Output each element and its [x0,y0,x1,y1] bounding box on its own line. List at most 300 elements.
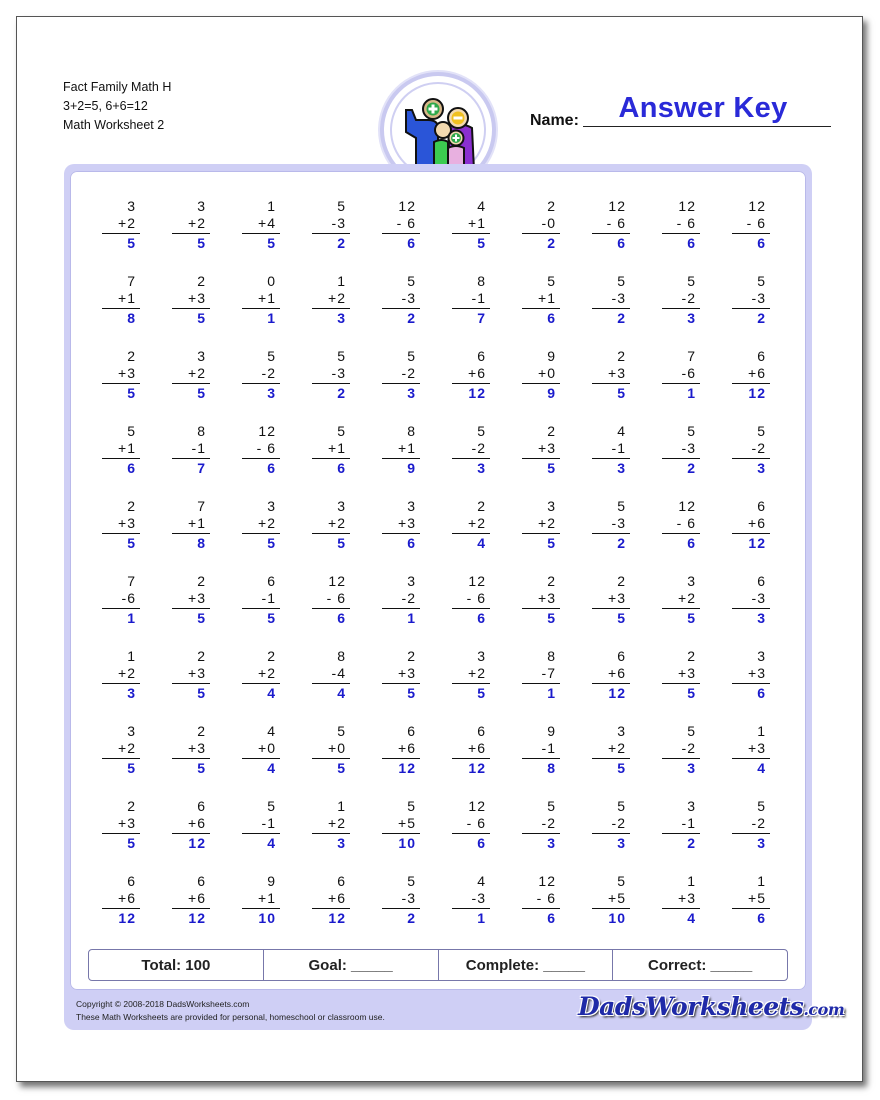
problem-top-number: 12 [468,573,486,589]
problem-top-number: 4 [477,873,486,889]
problem [520,348,560,410]
problem-answer: 12 [748,535,766,551]
problem-top-number: 6 [477,348,486,364]
problem-answer: 4 [757,760,766,776]
problem-answer: 5 [197,685,206,701]
problem-operand: +2 [468,665,486,681]
problem [170,873,210,935]
problem-answer: 5 [547,535,556,551]
problem [520,198,560,260]
problem-rule [172,233,210,234]
problem-top-number: 0 [267,273,276,289]
problem-rule [242,458,280,459]
problem-rule [662,233,700,234]
problem-answer: 5 [127,235,136,251]
problem [730,423,770,485]
problem-answer: 2 [407,910,416,926]
problem-answer: 4 [267,760,276,776]
problem [520,573,560,635]
problem [590,423,630,485]
problem-top-number: 9 [547,723,556,739]
problem-operand: +3 [748,665,766,681]
problem-top-number: 12 [538,873,556,889]
problem-operand: +6 [398,740,416,756]
problem-rule [382,608,420,609]
problem-rule [732,908,770,909]
problem-answer: 6 [547,310,556,326]
problem-rule [592,533,630,534]
problem-top-number: 8 [407,423,416,439]
problem-operand: -2 [541,815,556,831]
problem [310,723,350,785]
problem-operand: +4 [258,215,276,231]
problem-answer: 6 [757,685,766,701]
problem-answer: 5 [687,610,696,626]
problems-grid [70,171,806,990]
problem-answer: 10 [258,910,276,926]
problem-top-number: 6 [127,873,136,889]
problem-answer: 6 [547,910,556,926]
problem [520,423,560,485]
problem-answer: 5 [197,385,206,401]
problem-top-number: 2 [547,198,556,214]
problem-answer: 4 [687,910,696,926]
problem-operand: +2 [188,215,206,231]
problem-top-number: 12 [678,498,696,514]
worksheet-info [63,78,171,135]
score-bar [88,949,788,981]
problem [590,573,630,635]
problem-top-number: 3 [617,723,626,739]
problem-operand: +3 [538,440,556,456]
problem-top-number: 5 [337,198,346,214]
problem-answer: 3 [687,310,696,326]
problem [310,573,350,635]
problem-rule [732,758,770,759]
problem-operand: -7 [541,665,556,681]
problem-top-number: 6 [197,798,206,814]
problem-answer: 2 [757,310,766,326]
problem-rule [452,233,490,234]
problem-operand: -3 [471,890,486,906]
problem-answer: 6 [757,235,766,251]
problem [590,873,630,935]
problem-answer: 5 [267,235,276,251]
problem-answer: 12 [188,910,206,926]
problem-rule [522,233,560,234]
problem-answer: 8 [127,310,136,326]
problem-answer: 6 [687,535,696,551]
problem-operand: +0 [538,365,556,381]
problem-operand: +1 [328,440,346,456]
problem-answer: 3 [617,460,626,476]
brand-suffix: .com [803,1000,845,1019]
problem-rule [522,533,560,534]
problem-answer: 12 [468,385,486,401]
problem-operand: +1 [398,440,416,456]
problem-answer: 7 [197,460,206,476]
problem-answer: 5 [407,685,416,701]
problem-rule [242,233,280,234]
problem-operand: +0 [328,740,346,756]
problem-answer: 5 [687,685,696,701]
problem-operand: +2 [118,215,136,231]
problem-rule [732,383,770,384]
problem [660,648,700,710]
problem-operand: +6 [118,890,136,906]
problem-answer: 1 [547,685,556,701]
problem-top-number: 8 [547,648,556,664]
problem-rule [522,608,560,609]
problem-rule [172,908,210,909]
problem-operand: -2 [401,590,416,606]
problem-operand: -3 [611,515,626,531]
problem-top-number: 2 [197,573,206,589]
problem [380,273,420,335]
problem-operand: +5 [608,890,626,906]
problem-operand: - 6 [676,515,696,531]
problem-answer: 3 [127,685,136,701]
problem-top-number: 5 [617,873,626,889]
problem-answer: 3 [617,835,626,851]
problem-top-number: 1 [127,648,136,664]
problem-operand: -3 [751,290,766,306]
problem-operand: +2 [328,290,346,306]
problem [170,198,210,260]
problem-top-number: 2 [127,348,136,364]
problem-rule [172,458,210,459]
problem-rule [382,833,420,834]
problem-rule [102,383,140,384]
problem-rule [452,533,490,534]
problem-rule [522,458,560,459]
problem-rule [172,533,210,534]
problem-rule [172,608,210,609]
problem-rule [452,908,490,909]
problem-top-number: 12 [258,423,276,439]
problem-operand: - 6 [326,590,346,606]
problem-answer: 5 [267,610,276,626]
problem-operand: +3 [118,515,136,531]
problem-rule [242,608,280,609]
problem-operand: +2 [118,665,136,681]
problem [100,198,140,260]
problem-answer: 2 [547,235,556,251]
problem-operand: +3 [398,665,416,681]
problem-operand: +2 [328,515,346,531]
problem-top-number: 12 [398,198,416,214]
problem-rule [312,533,350,534]
problem [730,198,770,260]
problem-top-number: 3 [547,498,556,514]
problem-top-number: 2 [127,798,136,814]
problem-top-number: 5 [337,423,346,439]
problem-rule [732,683,770,684]
problem-top-number: 5 [477,423,486,439]
problem-rule [732,608,770,609]
problem-answer: 5 [337,760,346,776]
problem-rule [662,683,700,684]
problem-answer: 3 [757,610,766,626]
problem [450,723,490,785]
problem [100,273,140,335]
problem-rule [732,533,770,534]
problem-rule [452,608,490,609]
problem [100,498,140,560]
problem-rule [242,908,280,909]
problem-answer: 2 [337,235,346,251]
problem [660,498,700,560]
problem-operand: +3 [188,290,206,306]
problem-top-number: 2 [617,573,626,589]
problem-operand: -3 [331,365,346,381]
problem-operand: - 6 [466,590,486,606]
problem-top-number: 4 [477,198,486,214]
problem-answer: 3 [477,460,486,476]
problem-operand: +6 [188,815,206,831]
problem-top-number: 12 [608,198,626,214]
problem [660,723,700,785]
problem [100,873,140,935]
problem [730,273,770,335]
problem-rule [732,308,770,309]
problem-top-number: 12 [678,198,696,214]
worksheet-title: Fact Family Math H [63,80,172,94]
problem-answer: 7 [477,310,486,326]
problem [380,198,420,260]
problem-rule [662,308,700,309]
problem-rule [452,683,490,684]
problem-rule [382,458,420,459]
worksheet-subtitle: 3+2=5, 6+6=12 [63,99,148,113]
problem-operand: +1 [538,290,556,306]
problem-top-number: 5 [267,798,276,814]
problem-answer: 5 [617,385,626,401]
problem [380,723,420,785]
problem-answer: 3 [267,385,276,401]
problem-top-number: 2 [407,648,416,664]
problem-top-number: 4 [617,423,626,439]
problem-operand: +1 [188,515,206,531]
problem-top-number: 5 [407,873,416,889]
problem-operand: -1 [261,590,276,606]
problem-operand: -2 [401,365,416,381]
problem [660,348,700,410]
problem-answer: 12 [608,685,626,701]
problem-top-number: 2 [617,348,626,364]
problem-operand: +6 [748,365,766,381]
problem-top-number: 3 [127,723,136,739]
problem-answer: 12 [748,385,766,401]
problem-operand: -3 [331,215,346,231]
problem-answer: 10 [608,910,626,926]
problem-operand: +6 [608,665,626,681]
problem-top-number: 3 [687,573,696,589]
problem-top-number: 2 [197,648,206,664]
problem-top-number: 6 [477,723,486,739]
problem-operand: - 6 [606,215,626,231]
problem-rule [102,533,140,534]
problem-answer: 5 [267,535,276,551]
problem-top-number: 7 [197,498,206,514]
problem-operand: - 6 [466,815,486,831]
problem-answer: 5 [197,760,206,776]
problem [170,498,210,560]
problem-top-number: 5 [757,423,766,439]
problem [240,348,280,410]
problem [660,423,700,485]
problem-answer: 6 [617,235,626,251]
problem-rule [592,233,630,234]
problem-rule [662,833,700,834]
problem [380,573,420,635]
problem [450,348,490,410]
problem-top-number: 5 [617,273,626,289]
problem-answer: 12 [398,760,416,776]
problem-operand: - 6 [396,215,416,231]
fact-family-icon [398,92,482,172]
problem-rule [522,683,560,684]
problem-operand: -2 [681,740,696,756]
problem-top-number: 1 [337,798,346,814]
problem-top-number: 5 [687,423,696,439]
problem [170,348,210,410]
problem-top-number: 2 [197,273,206,289]
problem [660,873,700,935]
problem-operand: -6 [681,365,696,381]
problem [660,273,700,335]
problem-operand: +3 [608,590,626,606]
problem-top-number: 3 [407,498,416,514]
problem-rule [732,233,770,234]
problem-answer: 5 [617,760,626,776]
problem [310,273,350,335]
problem-rule [522,383,560,384]
problem-rule [242,533,280,534]
problem-rule [592,683,630,684]
problem [520,498,560,560]
problem-top-number: 6 [197,873,206,889]
problem-rule [312,458,350,459]
problem-top-number: 7 [127,273,136,289]
problem-top-number: 1 [757,723,766,739]
problem-operand: -3 [401,290,416,306]
problem-top-number: 5 [267,348,276,364]
problem-operand: +3 [188,665,206,681]
problem-answer: 9 [547,385,556,401]
problem-rule [172,383,210,384]
problem-operand: -3 [751,590,766,606]
problem [730,798,770,860]
problem-rule [662,908,700,909]
correct-cell: Correct: _____ [648,956,753,974]
problem-top-number: 2 [547,423,556,439]
problem-answer: 1 [477,910,486,926]
problem-answer: 6 [407,235,416,251]
problem-answer: 12 [188,835,206,851]
problem-answer: 5 [547,460,556,476]
problem-rule [522,833,560,834]
problem [100,348,140,410]
problem-top-number: 1 [267,198,276,214]
problem-rule [102,683,140,684]
problem-rule [312,833,350,834]
problem [590,648,630,710]
problem [240,873,280,935]
problem-operand: +6 [328,890,346,906]
problem-top-number: 5 [407,798,416,814]
problem-top-number: 4 [267,723,276,739]
problem [380,423,420,485]
problem-rule [172,833,210,834]
problem-top-number: 8 [337,648,346,664]
problem [170,423,210,485]
problem [170,723,210,785]
problem-answer: 5 [127,835,136,851]
problem-operand: -1 [681,815,696,831]
problem-rule [452,458,490,459]
problem [660,573,700,635]
problem [730,648,770,710]
problem-operand: +3 [608,365,626,381]
problem-answer: 6 [337,610,346,626]
problem-top-number: 12 [328,573,346,589]
problem-rule [522,908,560,909]
problem-rule [522,308,560,309]
problem-answer: 3 [337,310,346,326]
problem-operand: +0 [258,740,276,756]
problem-operand: +6 [468,365,486,381]
problem-operand: +6 [748,515,766,531]
problem-operand: -3 [681,440,696,456]
problem-answer: 2 [617,310,626,326]
problem-top-number: 8 [197,423,206,439]
problem-top-number: 5 [407,273,416,289]
problem [590,348,630,410]
problem-rule [382,908,420,909]
problem-answer: 5 [337,535,346,551]
problem-operand: +6 [468,740,486,756]
problem-rule [382,683,420,684]
problem-rule [452,308,490,309]
problem [520,873,560,935]
problem [100,648,140,710]
problem-rule [592,758,630,759]
problem-top-number: 5 [757,273,766,289]
problem-rule [102,758,140,759]
problem-answer: 10 [398,835,416,851]
problem [730,498,770,560]
problem-answer: 8 [197,535,206,551]
problem-answer: 5 [127,760,136,776]
problem-operand: -1 [261,815,276,831]
problem-top-number: 3 [687,798,696,814]
problem-answer: 3 [757,460,766,476]
problem-answer: 5 [197,610,206,626]
problem-top-number: 5 [407,348,416,364]
problem [450,198,490,260]
problem [380,348,420,410]
problem-top-number: 9 [267,873,276,889]
brand-name: DadsWorksheets [578,992,804,1021]
problem-operand: -4 [331,665,346,681]
problem-rule [312,758,350,759]
problem-answer: 1 [687,385,696,401]
problem-rule [382,233,420,234]
problem-rule [452,758,490,759]
problem [240,798,280,860]
problem-top-number: 5 [687,723,696,739]
